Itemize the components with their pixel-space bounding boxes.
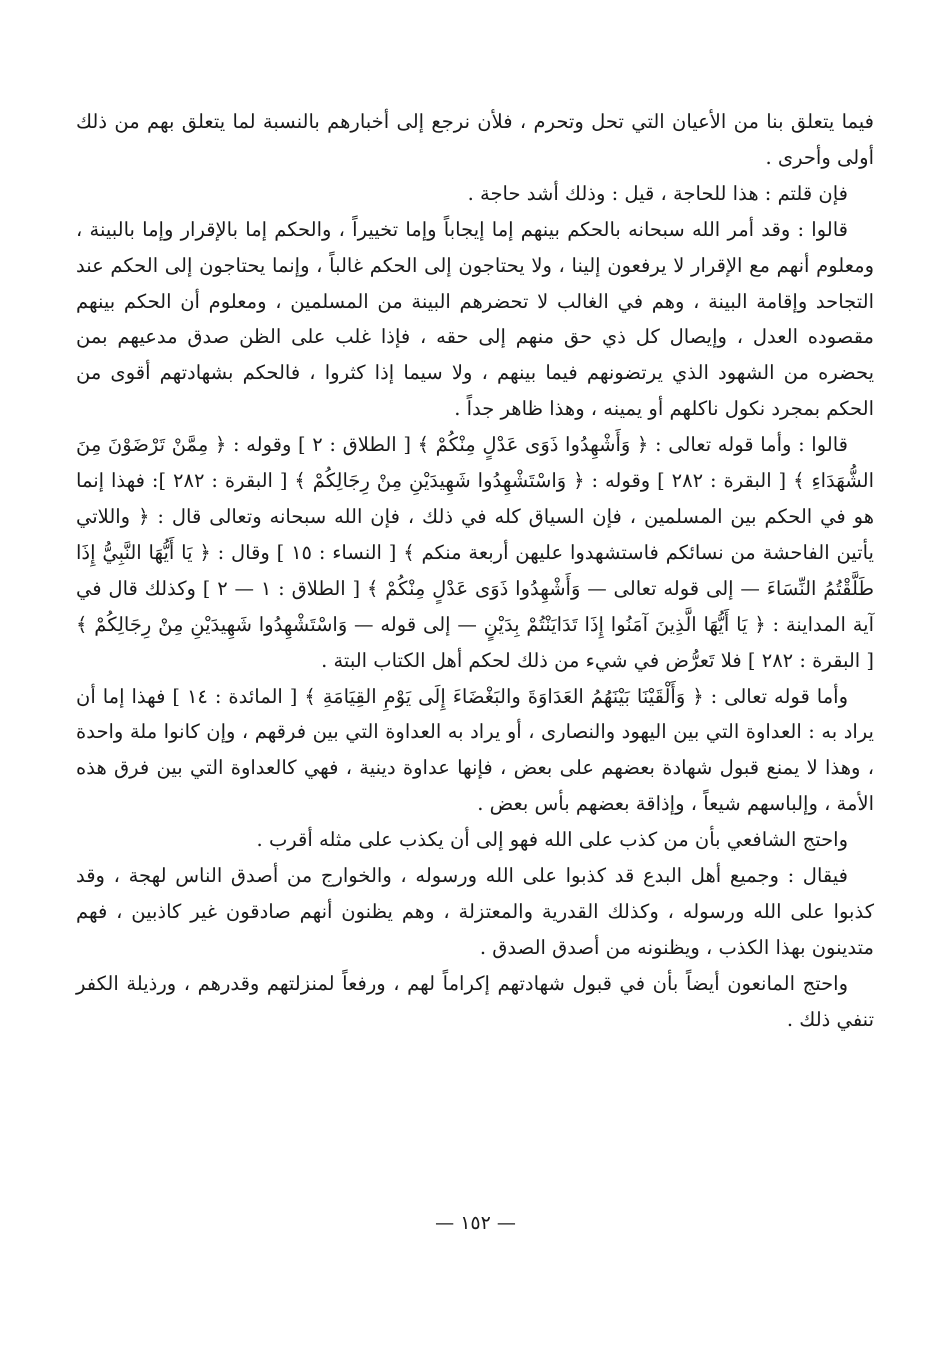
paragraph-6: واحتج الشافعي بأن من كذب على الله فهو إلى أن يكذب على مثله أقرب .	[256, 828, 848, 852]
paragraph-3: قالوا : وقد أمر الله سبحانه بالحكم بينهم إما إيجاباً وإما تخييراً ، والحكم إما بالإقرار وإما بالبينة ، ومعلوم أنهم مع الإقرار لا يرفعون إلينا ، ولا يحتاجون إلى الحكم غالباً ، وإنما يحتاجون إلى الحكم عند التجاحد وإقامة البينة ، وهم في الغالب لا تحضرهم البينة من المسلمين ، ومعلوم أن الحكم بينهم مقصوده العدل ، وإيصال كل ذي حق منهم إلى حقه ، فإذا غلب على الظن صدق مدعيهم بمن يحضره من الشهود الذي يرتضونهم فيما بينهم ، ولا سيما إذا كثروا ، فالحكم بشهادتهم أقوى من الحكم بمجرد نكول ناكلهم أو يمينه ، وهذا ظاهر جداً .	[76, 217, 874, 421]
paragraph-8: واحتج المانعون أيضاً بأن في قبول شهادتهم إكراماً لهم ، ورفعاً لمنزلتهم وقدرهم ، ورذيلة الكفر تنفي ذلك .	[76, 971, 874, 1031]
paragraph-4: قالوا : وأما قوله تعالى : ﴿ وَأَشْهِدُوا ذَوَى عَدْلٍ مِنْكُمْ ﴾ [ الطلاق : ٢ ] وقوله : ﴿ مِمَّنْ تَرْضَوْنَ مِنَ الشُّهَدَاءِ ﴾ [ البقرة : ٢٨٢ ] وقوله : ﴿ وَاسْتَشْهِدُوا شَهِيدَيْنِ مِنْ رِجَالِكُمْ ﴾ [ البقرة : ٢٨٢ ]: فهذا إنما هو في الحكم بين المسلمين ، فإن السياق كله في ذلك ، فإن الله سبحانه وتعالى قال : ﴿ واللاتي يأتين الفاحشة من نسائكم فاستشهدوا عليهن أربعة منكم ﴾ [ النساء : ١٥ ] وقال : ﴿ يَا أَيُّهَا النَّبِيُّ إِذَا طَلَّقْتُمُ النِّسَاءَ — إلى قوله تعالى — وَأَشْهِدُوا ذَوَى عَدْلٍ مِنْكُمْ ﴾ [ الطلاق : ١ — ٢ ] وكذلك قال في آية المداينة : ﴿ يَا أَيُّهَا الَّذِينَ آمَنُوا إِذَا تَدَايَنْتُمْ بِدَيْنٍ — إلى قوله — وَاسْتَشْهِدُوا شَهِيدَيْنِ مِنْ رِجَالِكُمْ ﴾ [ البقرة : ٢٨٢ ] فلا تَعرُّض في شيء من ذلك لحكم أهل الكتاب البتة .	[76, 433, 875, 672]
paragraph-2: فإن قلتم : هذا للحاجة ، قيل : وذلك أشد حاجة .	[467, 181, 848, 205]
body-text	[76, 104, 874, 1038]
page-number: — ١٥٢ —	[435, 1212, 516, 1234]
paragraph-7: فيقال : وجميع أهل البدع قد كذبوا على الله ورسوله ، والخوارج من أصدق الناس لهجة ، وقد كذبوا على الله ورسوله ، وكذلك القدرية والمعتزلة ، وهم يظنون أنهم صادقون غير كاذبين ، فهم متدينون بهذا الكذب ، ويظنونه من أصدق الصدق .	[76, 864, 874, 959]
paragraph-5: وأما قوله تعالى : ﴿ وَأَلْقَيْنَا بَيْنَهُمُ العَدَاوَةَ والبَغْضَاءَ إِلَى يَوْمِ القِيَامَةِ ﴾ [ المائدة : ١٤ ] فهذا إما أن يراد به : العداوة التي بين اليهود والنصارى ، أو يراد به العداوة التي بين فرقهم ، وإن كانوا ملة واحدة ، وهذا لا يمنع قبول شهادة بعضهم على بعض ، فإنها عداوة دينية ، فهي كالعداوة التي بين فرق هذه الأمة ، وإلباسهم شيعاً ، وإذاقة بعضهم بأس بعض .	[76, 684, 874, 816]
paragraph-1: فيما يتعلق بنا من الأعيان التي تحل وتحرم ، فلأن نرجع إلى أخبارهم بالنسبة لما يتعلق بهم من ذلك أولى وأحرى .	[76, 110, 874, 169]
